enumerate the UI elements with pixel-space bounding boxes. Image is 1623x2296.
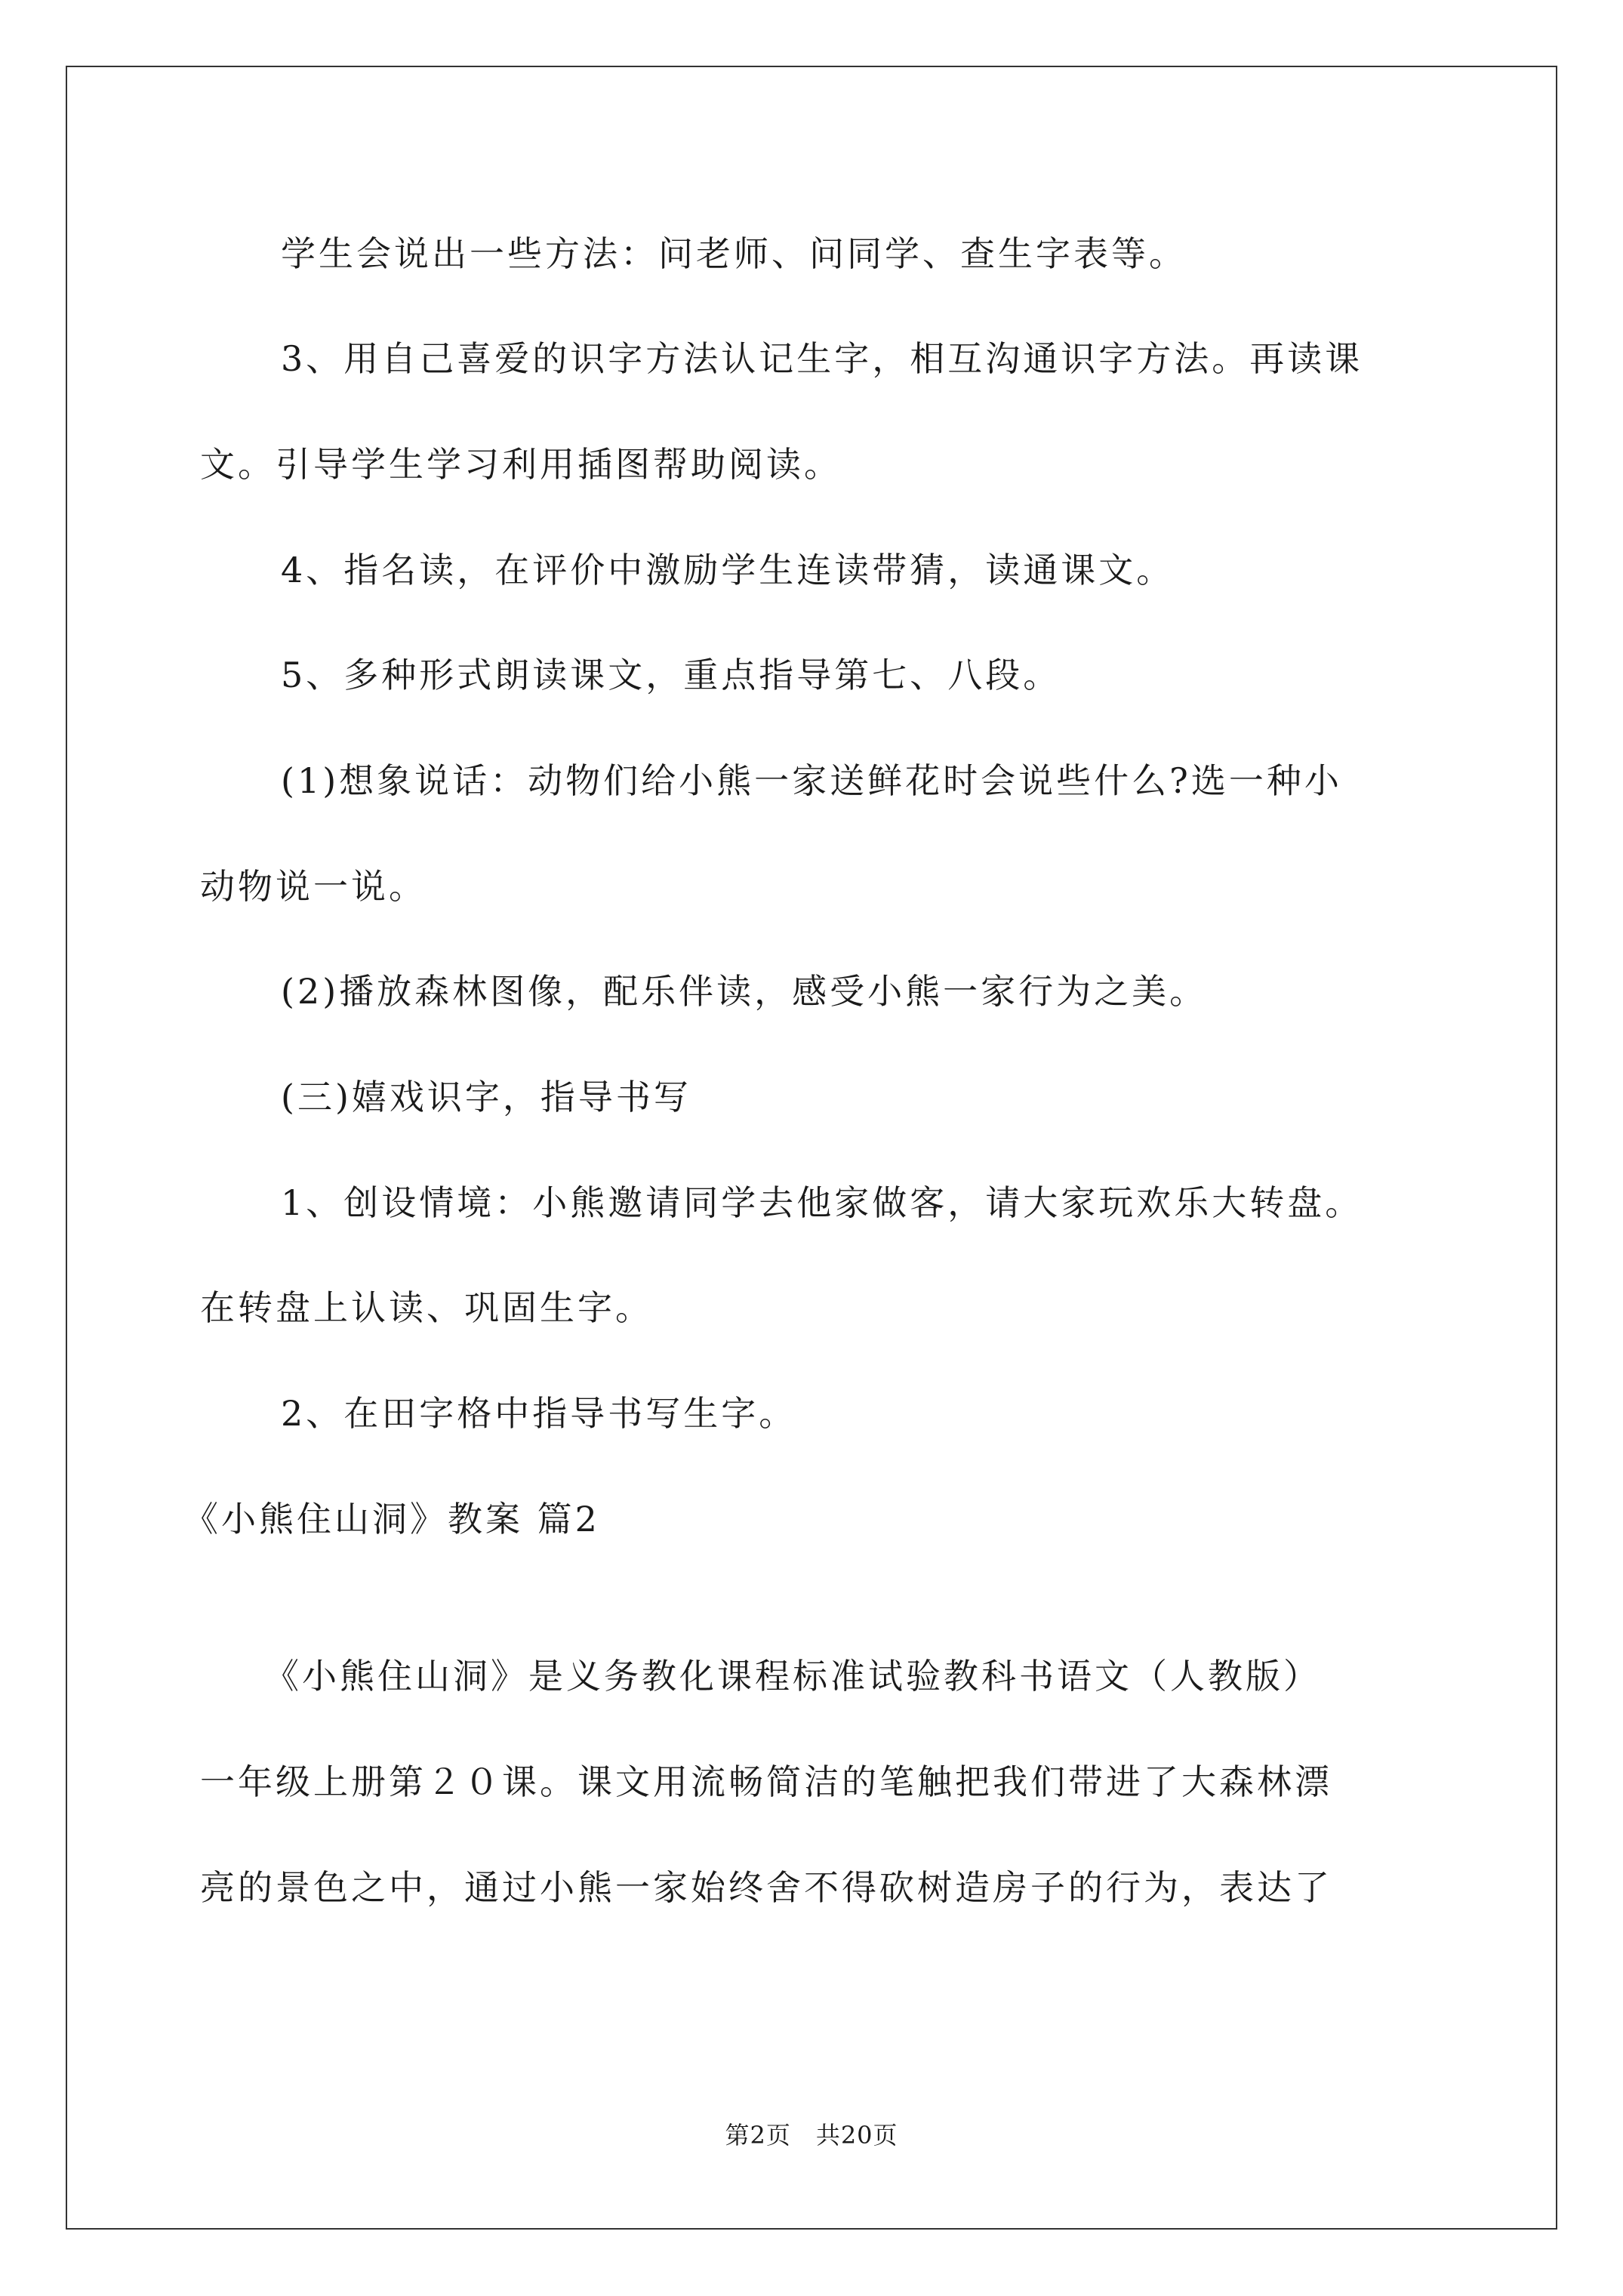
text-line-7: 动物说一说。 — [200, 866, 427, 907]
text-line-10: 1、创设情境：小熊邀请同学去他家做客，请大家玩欢乐大转盘。 — [281, 1182, 1363, 1223]
text-line-8: (2)播放森林图像，配乐伴读，感受小熊一家行为之美。 — [281, 971, 1208, 1012]
text-line-1: 学生会说出一些方法：问老师、问同学、查生字表等。 — [281, 233, 1187, 274]
text-line-9: (三)嬉戏识字，指导书写 — [281, 1077, 691, 1117]
text-line-14: 一年级上册第２０课。课文用流畅简洁的笔触把我们带进了大森林漂 — [200, 1761, 1332, 1802]
page-number: 第2页 共20页 — [725, 2121, 898, 2150]
text-line-15: 亮的景色之中，通过小熊一家始终舍不得砍树造房子的行为，表达了 — [200, 1867, 1332, 1908]
text-line-5: 5、多种形式朗读课文，重点指导第七、八段。 — [281, 655, 1061, 695]
text-line-6: (1)想象说话：动物们给小熊一家送鲜花时会说些什么?选一种小 — [281, 760, 1342, 801]
text-line-12: 2、在田字格中指导书写生字。 — [281, 1393, 797, 1434]
section-heading: 《小熊住山洞》教案 篇2 — [183, 1499, 600, 1539]
text-line-3: 文。引导学生学习利用插图帮助阅读。 — [200, 444, 842, 485]
text-line-2: 3、用自己喜爱的识字方法认记生字，相互沟通识字方法。再读课 — [281, 338, 1363, 379]
text-line-13: 《小熊住山洞》是义务教化课程标准试验教科书语文（人教版） — [264, 1656, 1321, 1697]
text-line-11: 在转盘上认读、巩固生字。 — [200, 1287, 653, 1328]
text-line-4: 4、指名读，在评价中激励学生连读带猜，读通课文。 — [281, 550, 1175, 590]
